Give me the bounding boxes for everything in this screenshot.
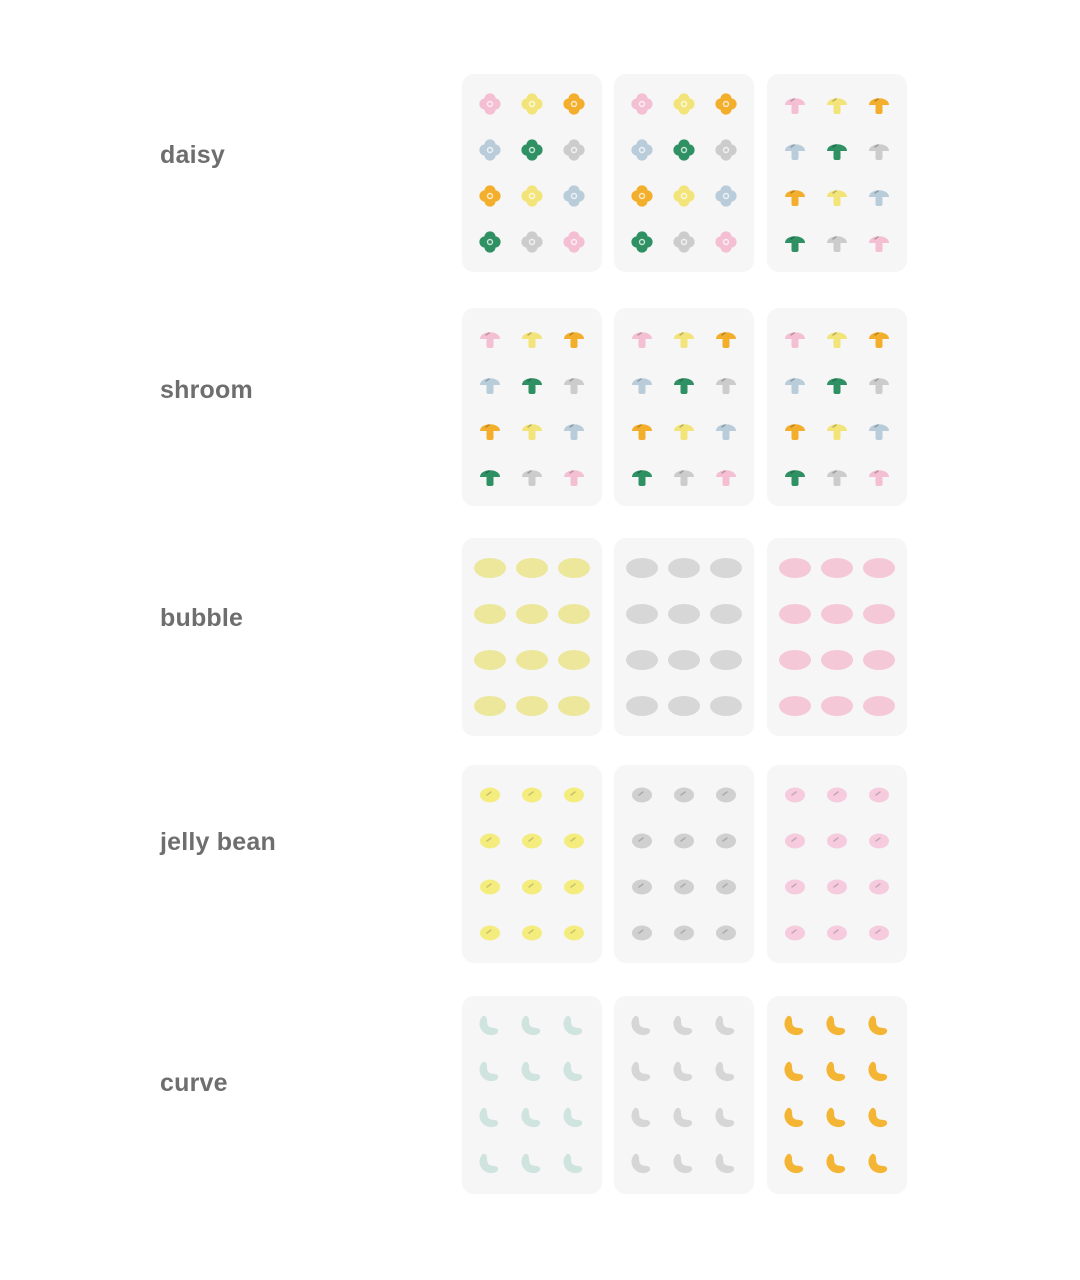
- shroom-sticker-icon: [477, 371, 503, 397]
- bubble-sticker-icon: [473, 695, 507, 717]
- shroom-sticker-icon: [824, 91, 850, 117]
- shroom-sticker-icon: [713, 371, 739, 397]
- shroom-sticker-icon: [561, 417, 587, 443]
- jelly-sticker-icon: [867, 832, 891, 850]
- bubble-sticker-icon: [667, 557, 701, 579]
- curve-sticker-icon: [824, 1151, 850, 1177]
- shroom-sticker-icon: [561, 325, 587, 351]
- flower-sticker-icon: [713, 91, 739, 117]
- curve-sticker-icon: [782, 1013, 808, 1039]
- curve-sticker-icon: [866, 1059, 892, 1085]
- curve-sticker-icon: [671, 1151, 697, 1177]
- bubble-sticker-icon: [778, 603, 812, 625]
- curve-sticker-icon: [671, 1105, 697, 1131]
- shroom-sticker-icon: [519, 417, 545, 443]
- jelly-sticker-icon: [714, 924, 738, 942]
- shroom-sticker-icon: [713, 463, 739, 489]
- bubble-sticker-icon: [557, 695, 591, 717]
- shroom-sticker-icon: [629, 463, 655, 489]
- bubble-sticker-icon: [625, 649, 659, 671]
- bubble-sticker-icon: [862, 603, 896, 625]
- jelly-sticker-icon: [825, 832, 849, 850]
- shroom-sticker-icon: [782, 137, 808, 163]
- sticker-sheet: [462, 74, 602, 272]
- sticker-sheet: [462, 996, 602, 1194]
- curve-sticker-icon: [671, 1013, 697, 1039]
- sticker-sheet: [614, 74, 754, 272]
- jelly-sticker-icon: [825, 786, 849, 804]
- jelly-sticker-icon: [630, 924, 654, 942]
- bubble-sticker-icon: [667, 649, 701, 671]
- jelly-sticker-icon: [562, 878, 586, 896]
- sticker-sheet: [614, 765, 754, 963]
- bubble-sticker-icon: [709, 695, 743, 717]
- bubble-sticker-icon: [667, 603, 701, 625]
- curve-sticker-icon: [629, 1151, 655, 1177]
- jelly-sticker-icon: [520, 878, 544, 896]
- shroom-sticker-icon: [824, 229, 850, 255]
- jelly-sticker-icon: [562, 786, 586, 804]
- jelly-sticker-icon: [478, 924, 502, 942]
- shroom-sticker-icon: [866, 325, 892, 351]
- curve-sticker-icon: [629, 1013, 655, 1039]
- jelly-sticker-icon: [783, 924, 807, 942]
- curve-sticker-icon: [713, 1013, 739, 1039]
- curve-sticker-icon: [477, 1151, 503, 1177]
- flower-sticker-icon: [519, 183, 545, 209]
- flower-sticker-icon: [713, 183, 739, 209]
- row-label-jelly-bean: jelly bean: [160, 828, 276, 856]
- flower-sticker-icon: [671, 137, 697, 163]
- flower-sticker-icon: [477, 137, 503, 163]
- shroom-sticker-icon: [782, 463, 808, 489]
- sticker-sheet: [462, 765, 602, 963]
- shroom-sticker-icon: [713, 325, 739, 351]
- shroom-sticker-icon: [519, 371, 545, 397]
- jelly-sticker-icon: [630, 832, 654, 850]
- bubble-sticker-icon: [820, 695, 854, 717]
- jelly-sticker-icon: [630, 878, 654, 896]
- jelly-sticker-icon: [478, 878, 502, 896]
- sticker-sheet: [614, 308, 754, 506]
- shroom-sticker-icon: [824, 417, 850, 443]
- shroom-sticker-icon: [671, 463, 697, 489]
- sticker-sheet: [767, 996, 907, 1194]
- sticker-sheet: [462, 308, 602, 506]
- curve-sticker-icon: [824, 1059, 850, 1085]
- curve-sticker-icon: [782, 1151, 808, 1177]
- flower-sticker-icon: [671, 183, 697, 209]
- curve-sticker-icon: [629, 1059, 655, 1085]
- bubble-sticker-icon: [515, 557, 549, 579]
- curve-sticker-icon: [824, 1013, 850, 1039]
- shroom-sticker-icon: [671, 417, 697, 443]
- curve-sticker-icon: [782, 1059, 808, 1085]
- curve-sticker-icon: [782, 1105, 808, 1131]
- curve-sticker-icon: [713, 1059, 739, 1085]
- flower-sticker-icon: [561, 91, 587, 117]
- flower-sticker-icon: [561, 229, 587, 255]
- shroom-sticker-icon: [782, 183, 808, 209]
- curve-sticker-icon: [519, 1059, 545, 1085]
- jelly-sticker-icon: [520, 786, 544, 804]
- flower-sticker-icon: [477, 183, 503, 209]
- shroom-sticker-icon: [477, 463, 503, 489]
- sticker-sheet: [767, 765, 907, 963]
- jelly-sticker-icon: [562, 832, 586, 850]
- shroom-sticker-icon: [824, 463, 850, 489]
- bubble-sticker-icon: [473, 603, 507, 625]
- curve-sticker-icon: [629, 1105, 655, 1131]
- flower-sticker-icon: [629, 183, 655, 209]
- shroom-sticker-icon: [824, 183, 850, 209]
- shroom-sticker-icon: [671, 371, 697, 397]
- shroom-sticker-icon: [713, 417, 739, 443]
- bubble-sticker-icon: [862, 649, 896, 671]
- jelly-sticker-icon: [783, 878, 807, 896]
- shroom-sticker-icon: [866, 417, 892, 443]
- shroom-sticker-icon: [782, 91, 808, 117]
- bubble-sticker-icon: [778, 557, 812, 579]
- jelly-sticker-icon: [867, 924, 891, 942]
- bubble-sticker-icon: [473, 649, 507, 671]
- bubble-sticker-icon: [862, 557, 896, 579]
- flower-sticker-icon: [629, 91, 655, 117]
- flower-sticker-icon: [561, 137, 587, 163]
- sticker-sheet: [614, 996, 754, 1194]
- bubble-sticker-icon: [709, 603, 743, 625]
- shroom-sticker-icon: [671, 325, 697, 351]
- row-label-bubble: bubble: [160, 604, 244, 632]
- shroom-sticker-icon: [477, 417, 503, 443]
- shroom-sticker-icon: [782, 229, 808, 255]
- bubble-sticker-icon: [625, 695, 659, 717]
- jelly-sticker-icon: [520, 832, 544, 850]
- curve-sticker-icon: [519, 1013, 545, 1039]
- flower-sticker-icon: [519, 137, 545, 163]
- shroom-sticker-icon: [477, 325, 503, 351]
- shroom-sticker-icon: [866, 371, 892, 397]
- sticker-sheet: [767, 308, 907, 506]
- bubble-sticker-icon: [557, 603, 591, 625]
- shroom-sticker-icon: [629, 371, 655, 397]
- jelly-sticker-icon: [714, 832, 738, 850]
- shroom-sticker-icon: [519, 325, 545, 351]
- jelly-sticker-icon: [630, 786, 654, 804]
- jelly-sticker-icon: [825, 924, 849, 942]
- flower-sticker-icon: [671, 91, 697, 117]
- curve-sticker-icon: [561, 1013, 587, 1039]
- flower-sticker-icon: [519, 229, 545, 255]
- row-label-shroom: shroom: [160, 376, 253, 404]
- curve-sticker-icon: [713, 1105, 739, 1131]
- bubble-sticker-icon: [625, 603, 659, 625]
- sticker-sheet: [462, 538, 602, 736]
- curve-sticker-icon: [477, 1105, 503, 1131]
- bubble-sticker-icon: [515, 603, 549, 625]
- jelly-sticker-icon: [714, 878, 738, 896]
- bubble-sticker-icon: [515, 695, 549, 717]
- curve-sticker-icon: [561, 1105, 587, 1131]
- jelly-sticker-icon: [672, 832, 696, 850]
- shroom-sticker-icon: [782, 325, 808, 351]
- curve-sticker-icon: [866, 1151, 892, 1177]
- flower-sticker-icon: [477, 229, 503, 255]
- jelly-sticker-icon: [672, 786, 696, 804]
- curve-sticker-icon: [671, 1059, 697, 1085]
- flower-sticker-icon: [629, 229, 655, 255]
- shroom-sticker-icon: [629, 325, 655, 351]
- shroom-sticker-icon: [782, 417, 808, 443]
- curve-sticker-icon: [519, 1151, 545, 1177]
- bubble-sticker-icon: [709, 649, 743, 671]
- flower-sticker-icon: [519, 91, 545, 117]
- row-label-curve: curve: [160, 1069, 228, 1097]
- flower-sticker-icon: [477, 91, 503, 117]
- bubble-sticker-icon: [557, 649, 591, 671]
- shroom-sticker-icon: [866, 137, 892, 163]
- shroom-sticker-icon: [866, 229, 892, 255]
- curve-sticker-icon: [519, 1105, 545, 1131]
- shroom-sticker-icon: [629, 417, 655, 443]
- bubble-sticker-icon: [473, 557, 507, 579]
- curve-sticker-icon: [477, 1059, 503, 1085]
- bubble-sticker-icon: [862, 695, 896, 717]
- shroom-sticker-icon: [866, 463, 892, 489]
- jelly-sticker-icon: [867, 786, 891, 804]
- curve-sticker-icon: [561, 1059, 587, 1085]
- flower-sticker-icon: [671, 229, 697, 255]
- bubble-sticker-icon: [820, 603, 854, 625]
- bubble-sticker-icon: [820, 557, 854, 579]
- bubble-sticker-icon: [625, 557, 659, 579]
- curve-sticker-icon: [866, 1105, 892, 1131]
- jelly-sticker-icon: [478, 786, 502, 804]
- bubble-sticker-icon: [515, 649, 549, 671]
- shroom-sticker-icon: [866, 183, 892, 209]
- jelly-sticker-icon: [520, 924, 544, 942]
- shroom-sticker-icon: [782, 371, 808, 397]
- jelly-sticker-icon: [672, 924, 696, 942]
- sticker-sheet: [767, 74, 907, 272]
- flower-sticker-icon: [713, 229, 739, 255]
- shroom-sticker-icon: [866, 91, 892, 117]
- jelly-sticker-icon: [783, 832, 807, 850]
- sticker-sheet: [767, 538, 907, 736]
- jelly-sticker-icon: [714, 786, 738, 804]
- bubble-sticker-icon: [557, 557, 591, 579]
- shroom-sticker-icon: [824, 371, 850, 397]
- curve-sticker-icon: [561, 1151, 587, 1177]
- bubble-sticker-icon: [778, 695, 812, 717]
- jelly-sticker-icon: [825, 878, 849, 896]
- bubble-sticker-icon: [709, 557, 743, 579]
- jelly-sticker-icon: [867, 878, 891, 896]
- bubble-sticker-icon: [778, 649, 812, 671]
- sticker-sheet: [614, 538, 754, 736]
- flower-sticker-icon: [629, 137, 655, 163]
- curve-sticker-icon: [477, 1013, 503, 1039]
- shroom-sticker-icon: [824, 137, 850, 163]
- bubble-sticker-icon: [820, 649, 854, 671]
- jelly-sticker-icon: [562, 924, 586, 942]
- curve-sticker-icon: [866, 1013, 892, 1039]
- jelly-sticker-icon: [478, 832, 502, 850]
- jelly-sticker-icon: [672, 878, 696, 896]
- curve-sticker-icon: [824, 1105, 850, 1131]
- curve-sticker-icon: [713, 1151, 739, 1177]
- shroom-sticker-icon: [519, 463, 545, 489]
- shroom-sticker-icon: [824, 325, 850, 351]
- flower-sticker-icon: [561, 183, 587, 209]
- shroom-sticker-icon: [561, 463, 587, 489]
- jelly-sticker-icon: [783, 786, 807, 804]
- flower-sticker-icon: [713, 137, 739, 163]
- row-label-daisy: daisy: [160, 141, 225, 169]
- shroom-sticker-icon: [561, 371, 587, 397]
- bubble-sticker-icon: [667, 695, 701, 717]
